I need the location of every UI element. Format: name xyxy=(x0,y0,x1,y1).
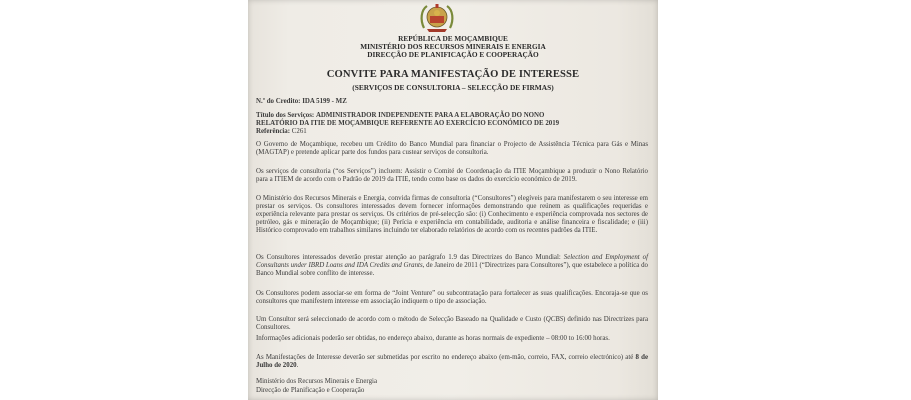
submission-deadline: 8 de Julho de 2020 xyxy=(256,354,649,370)
header-ministry: MINISTÉRIO DOS RECURSOS MINERAIS E ENERGIA xyxy=(360,42,546,51)
guidelines-text-b: , de Janeiro de 2011 (“Directrizes para Consultores”), que estabelece a política do Banco Mundial sobre conflito de interesse. xyxy=(256,262,648,278)
services-value-1: ADMINISTRADOR INDEPENDENTE PARA A ELABORAÇÃO DO NONO xyxy=(315,112,545,119)
paragraph-association: Os Consultores podem associar-se em forma de “Joint Venture” ou subcontratação para fortalecer as suas qualificações. Encoraja-se que os consultores que manifestem interesse em associação indiquem o tipo de associação. xyxy=(256,290,648,306)
notice-title: CONVITE PARA MANIFESTAÇÃO DE INTERESSE xyxy=(326,69,580,80)
paragraph-guidelines xyxy=(256,254,648,278)
reference-value: C261 xyxy=(291,128,307,135)
reference-label: Referência: xyxy=(256,128,291,135)
credit-label: N.º do Credito: xyxy=(256,98,301,105)
footer-directorate: Direcção de Planificação e Cooperação xyxy=(256,387,365,394)
submission-text-c: . xyxy=(296,362,299,370)
header-republic: REPÚBLICA DE MOÇAMBIQUE xyxy=(398,34,508,43)
newspaper-clipping xyxy=(248,0,658,400)
selection-method: QCBS xyxy=(545,316,564,323)
header-directorate: DIRECÇÃO DE PLANIFICAÇÃO E COOPERAÇÃO xyxy=(367,50,539,59)
submission-text-a: As Manifestações de Interesse deverão ser submetidas por escrito no endereço abaixo (em-mão, correio, FAX, correio electrónico) até xyxy=(256,354,636,361)
guidelines-title: Selection and Employment of Consultants under IBRD Loans and IDA Credits and Grants xyxy=(256,254,648,270)
credit-line xyxy=(256,98,347,106)
credit-value: IDA 5199 - MZ xyxy=(302,98,347,105)
guidelines-text-a: Os Consultores interessados deverão prestar atenção ao parágrafo 1.9 das Directrizes do Banco Mundial: xyxy=(256,254,564,261)
paragraph-submission xyxy=(256,354,648,370)
paragraph-services: Os serviços de consultoria (“os Serviços”) incluem: Assistir o Comité de Coordenação da ITIE Moçambique a produzir o Nono Relatório para a ITIEM de acordo com o Padrão de 2019 da ITIE, tendo como base os dados do exercício económico de 2019. xyxy=(256,168,648,184)
services-line xyxy=(256,112,544,120)
selection-text-a: Um Consultor será seleccionado de acordo com o método de Selecção Baseado na Qualidade e Custo ( xyxy=(256,316,546,323)
paragraph-credit: O Governo de Moçambique, recebeu um Crédito do Banco Mundial para financiar o Projecto de Assistência Técnica para Gás e Minas (MAGTAP) e pretende aplicar parte dos fundos para custear serviços de consultoria. xyxy=(256,141,648,157)
services-label: Título dos Serviços: xyxy=(256,112,315,119)
selection-text-b: ) definido nas Directrizes para Consultores. xyxy=(256,316,648,332)
reference-line xyxy=(256,128,307,136)
services-value-2: RELATÓRIO DA ITIE DE MOÇAMBIQUE REFERENTE AO EXERCÍCIO ECONÓMICO DE 2019 xyxy=(256,120,560,127)
mozambique-coat-of-arms-icon xyxy=(418,2,456,34)
notice-subtitle: (SERVIÇOS DE CONSULTORIA – SELECÇÃO DE FIRMAS) xyxy=(352,83,554,92)
paragraph-information: Informações adicionais poderão ser obtidas, no endereço abaixo, durante as horas normais de expediente – 08:00 to 16:00 horas. xyxy=(256,335,610,342)
paragraph-invitation: O Ministério dos Recursos Minerais e Energia, convida firmas de consultoria (“Consultores”) elegíveis para manifestarem o seu interesse em prestar os serviços. Os consultores interessados devem fornecer informações demonstrando que reúnem as qualificações requeridas e experiência relevante para prestar os serviços. Os critérios de pré-selecção são: (i) Conhecimento e experiência comprovada nos sectores de petróleo, gás e mineração de Moçambique; (ii) Perícia e experiência em contabilidade, auditoria e análise financeira e fiscalidade; e (iii) Histórico comprovado em trabalhos similares incluindo ter elaborado relatórios de acordo com os recentes padrões da ITIE. xyxy=(256,195,648,235)
paragraph-selection xyxy=(256,316,648,332)
footer-ministry: Ministério dos Recursos Minerais e Energia xyxy=(256,378,378,385)
